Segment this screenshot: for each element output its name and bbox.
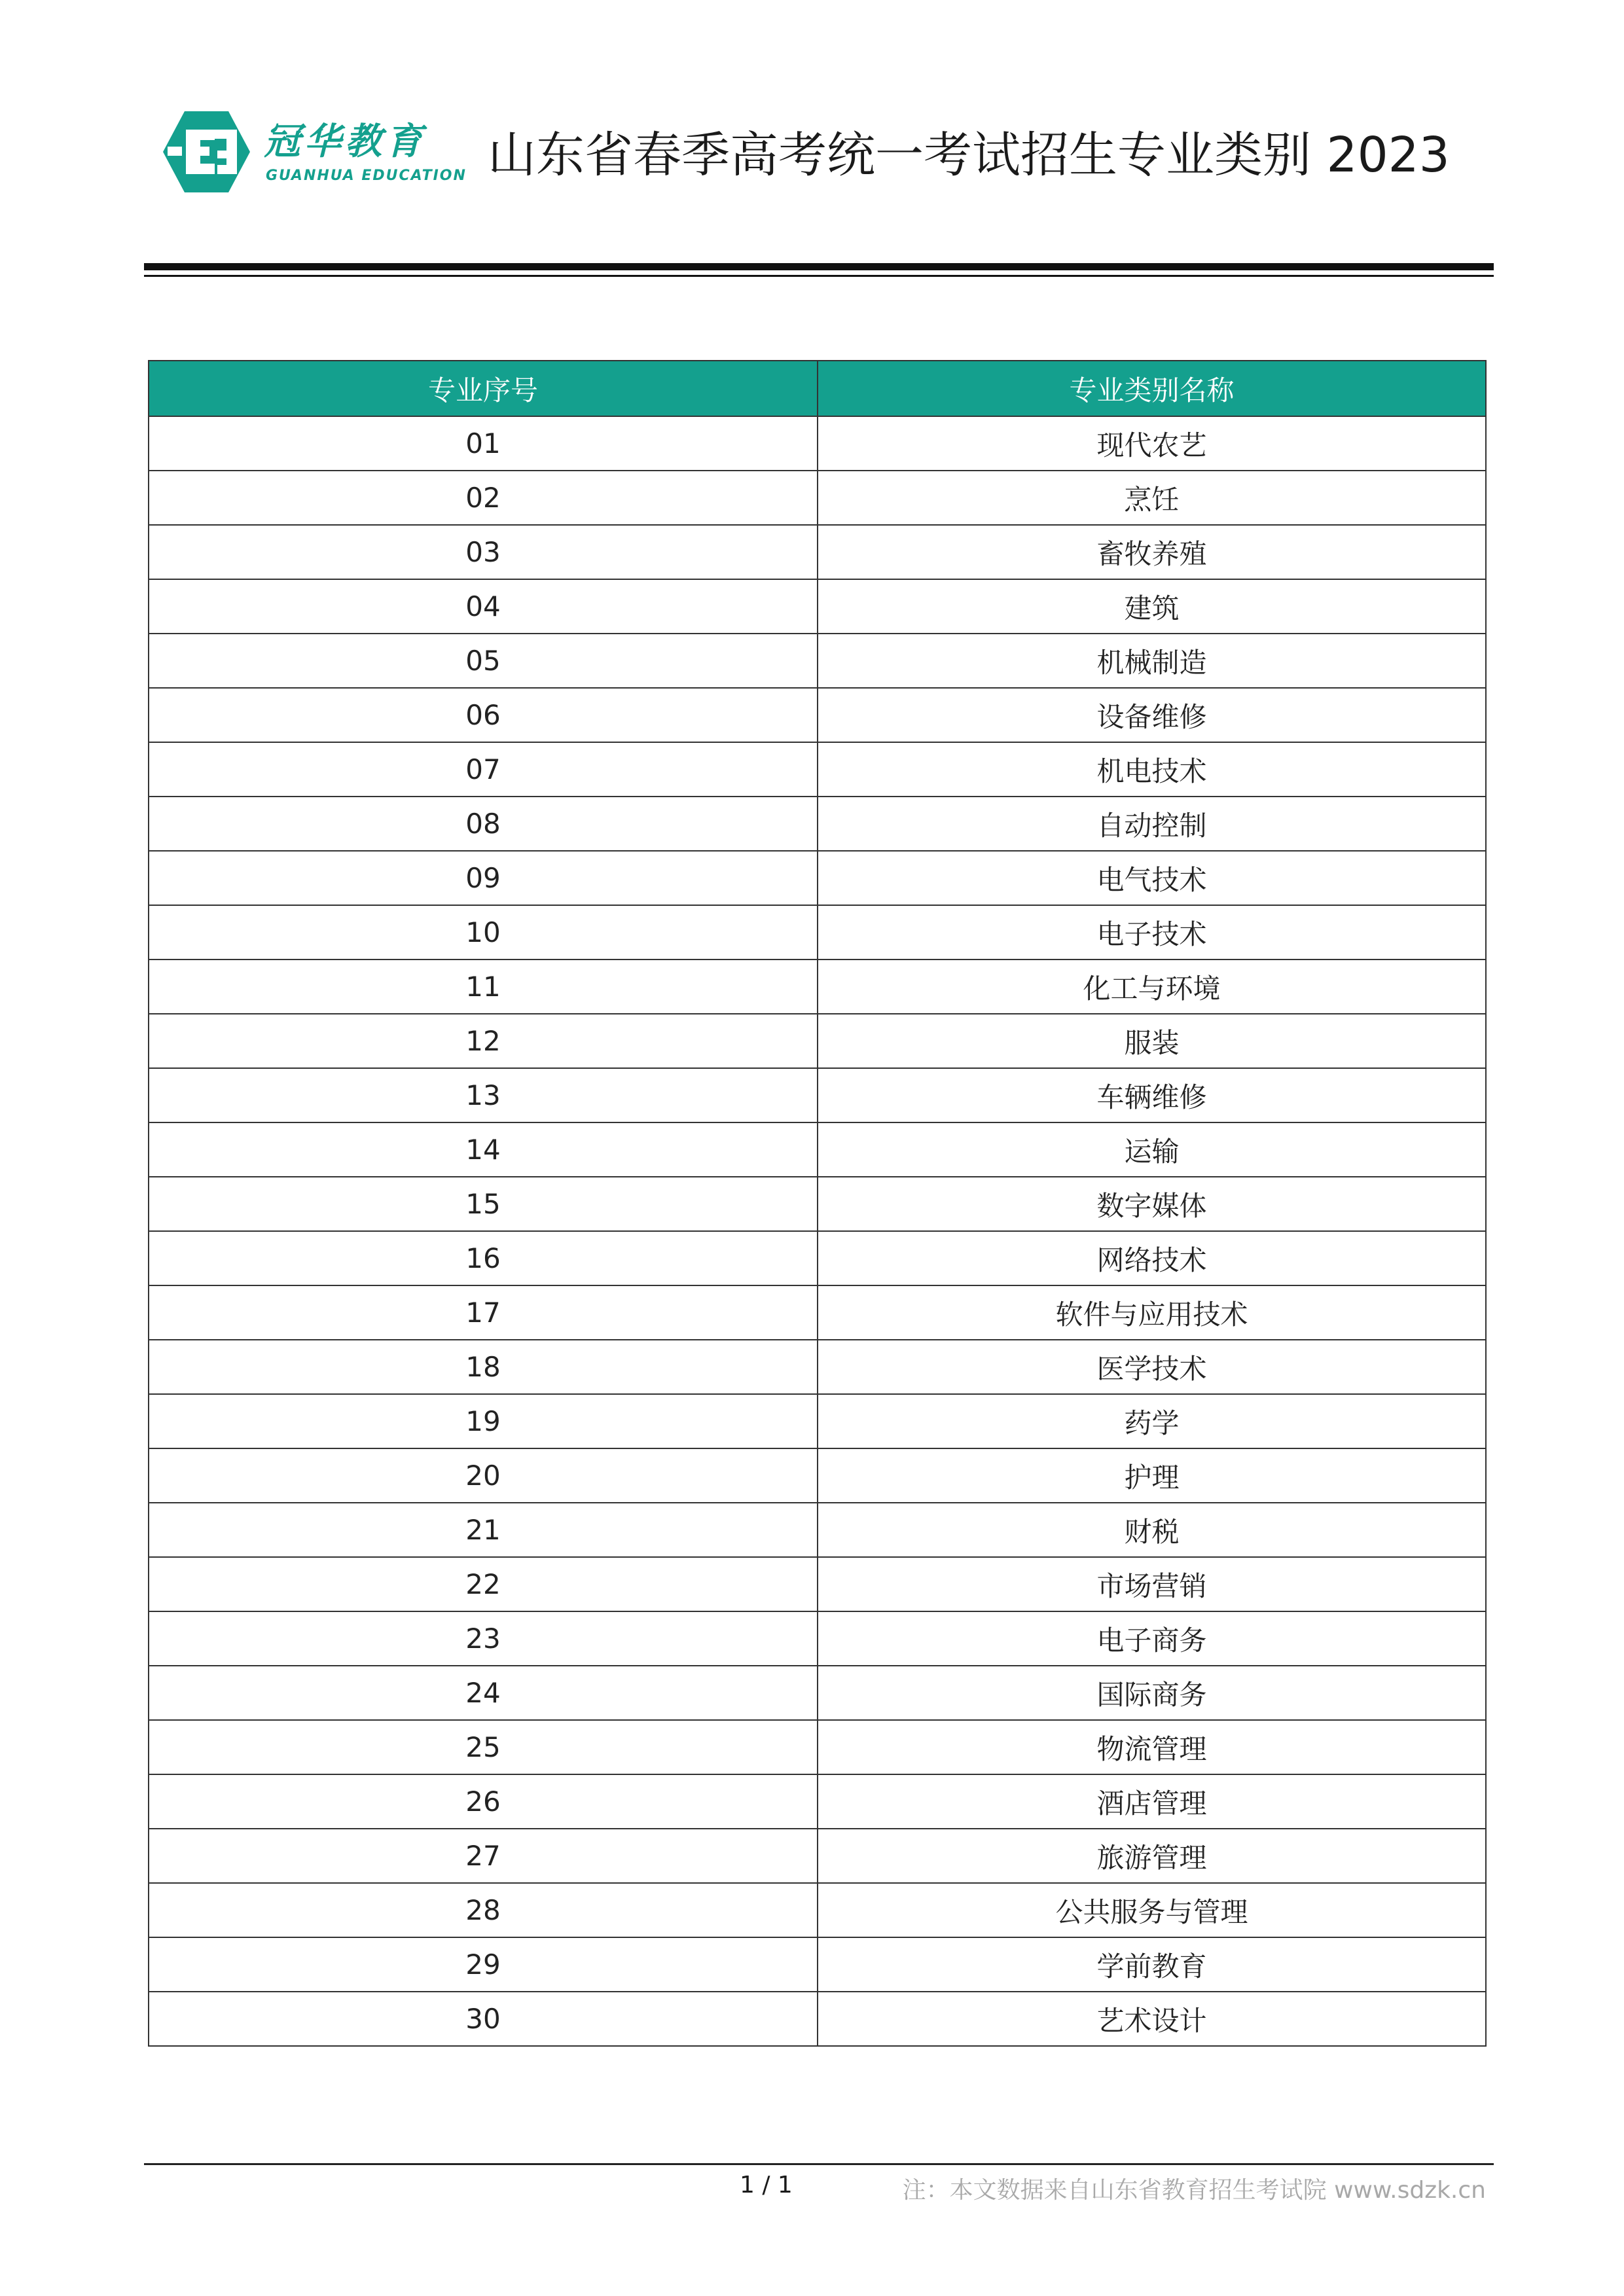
document-title: 山东省春季高考统一考试招生专业类别 2023 xyxy=(488,127,1450,183)
major-name-cell: 酒店管理 xyxy=(818,1774,1486,1829)
table-body xyxy=(149,416,1486,2046)
table-row xyxy=(149,1503,1486,1557)
brand-logo xyxy=(162,110,470,194)
major-name-cell: 护理 xyxy=(818,1448,1486,1503)
major-name-cell: 医学技术 xyxy=(818,1340,1486,1394)
table-row xyxy=(149,851,1486,905)
table-row xyxy=(149,634,1486,688)
table-row xyxy=(149,579,1486,634)
major-code-cell: 23 xyxy=(149,1611,818,1666)
major-name-cell: 药学 xyxy=(818,1394,1486,1448)
major-code-cell: 27 xyxy=(149,1829,818,1883)
major-name-cell: 机械制造 xyxy=(818,634,1486,688)
table-row xyxy=(149,1231,1486,1285)
major-code-cell: 09 xyxy=(149,851,818,905)
major-name-cell: 公共服务与管理 xyxy=(818,1883,1486,1937)
table-row xyxy=(149,471,1486,525)
major-name-cell: 烹饪 xyxy=(818,471,1486,525)
table-row xyxy=(149,416,1486,471)
major-code-cell: 18 xyxy=(149,1340,818,1394)
major-name-cell: 自动控制 xyxy=(818,797,1486,851)
major-name-cell: 艺术设计 xyxy=(818,1992,1486,2046)
major-code-cell: 29 xyxy=(149,1937,818,1992)
column-header-code: 专业序号 xyxy=(149,361,818,416)
major-code-cell: 08 xyxy=(149,797,818,851)
major-name-cell: 化工与环境 xyxy=(818,960,1486,1014)
table-row xyxy=(149,1611,1486,1666)
major-name-cell: 网络技术 xyxy=(818,1231,1486,1285)
table-row xyxy=(149,1937,1486,1992)
major-name-cell: 现代农艺 xyxy=(818,416,1486,471)
major-code-cell: 06 xyxy=(149,688,818,742)
logo-mark-icon xyxy=(162,110,251,194)
major-code-cell: 02 xyxy=(149,471,818,525)
major-code-cell: 19 xyxy=(149,1394,818,1448)
table-row xyxy=(149,1014,1486,1068)
major-name-cell: 数字媒体 xyxy=(818,1177,1486,1231)
major-name-cell: 建筑 xyxy=(818,579,1486,634)
major-name-cell: 财税 xyxy=(818,1503,1486,1557)
logo-chinese-text: 冠华教育 xyxy=(264,120,426,163)
source-note: 注：本文数据来自山东省教育招生考试院 www.sdzk.cn xyxy=(902,2177,1486,2204)
major-code-cell: 03 xyxy=(149,525,818,579)
major-name-cell: 国际商务 xyxy=(818,1666,1486,1720)
major-category-table xyxy=(148,360,1487,2047)
header-divider-thin xyxy=(144,275,1494,277)
table-row xyxy=(149,1774,1486,1829)
page-number: 1 / 1 xyxy=(740,2172,793,2198)
major-code-cell: 07 xyxy=(149,742,818,797)
major-name-cell: 软件与应用技术 xyxy=(818,1285,1486,1340)
table-row xyxy=(149,1666,1486,1720)
column-header-name: 专业类别名称 xyxy=(818,361,1486,416)
header-divider-thick xyxy=(144,263,1494,270)
page-header xyxy=(144,98,1492,203)
major-code-cell: 12 xyxy=(149,1014,818,1068)
major-name-cell: 旅游管理 xyxy=(818,1829,1486,1883)
major-name-cell: 运输 xyxy=(818,1122,1486,1177)
table-row xyxy=(149,1829,1486,1883)
major-name-cell: 服装 xyxy=(818,1014,1486,1068)
table-row xyxy=(149,688,1486,742)
major-code-cell: 15 xyxy=(149,1177,818,1231)
table-row xyxy=(149,1340,1486,1394)
major-name-cell: 机电技术 xyxy=(818,742,1486,797)
table-row xyxy=(149,1883,1486,1937)
table-row xyxy=(149,1394,1486,1448)
major-code-cell: 14 xyxy=(149,1122,818,1177)
major-code-cell: 05 xyxy=(149,634,818,688)
table-row xyxy=(149,525,1486,579)
table-row xyxy=(149,1448,1486,1503)
major-code-cell: 26 xyxy=(149,1774,818,1829)
major-code-cell: 25 xyxy=(149,1720,818,1774)
major-code-cell: 20 xyxy=(149,1448,818,1503)
table-row xyxy=(149,1122,1486,1177)
major-code-cell: 13 xyxy=(149,1068,818,1122)
logo-english-text: GUANHUA EDUCATION xyxy=(266,168,467,184)
major-name-cell: 车辆维修 xyxy=(818,1068,1486,1122)
footer-divider xyxy=(144,2163,1494,2165)
major-name-cell: 学前教育 xyxy=(818,1937,1486,1992)
major-code-cell: 21 xyxy=(149,1503,818,1557)
major-code-cell: 30 xyxy=(149,1992,818,2046)
major-code-cell: 11 xyxy=(149,960,818,1014)
major-code-cell: 10 xyxy=(149,905,818,960)
table-row xyxy=(149,1720,1486,1774)
table-header-row xyxy=(149,361,1486,416)
major-code-cell: 16 xyxy=(149,1231,818,1285)
major-name-cell: 物流管理 xyxy=(818,1720,1486,1774)
table-row xyxy=(149,742,1486,797)
major-name-cell: 电气技术 xyxy=(818,851,1486,905)
table-row xyxy=(149,1177,1486,1231)
table-row xyxy=(149,1285,1486,1340)
major-name-cell: 畜牧养殖 xyxy=(818,525,1486,579)
major-code-cell: 24 xyxy=(149,1666,818,1720)
major-name-cell: 市场营销 xyxy=(818,1557,1486,1611)
table-row xyxy=(149,960,1486,1014)
major-code-cell: 01 xyxy=(149,416,818,471)
major-name-cell: 电子商务 xyxy=(818,1611,1486,1666)
major-code-cell: 28 xyxy=(149,1883,818,1937)
table-row xyxy=(149,797,1486,851)
major-code-cell: 22 xyxy=(149,1557,818,1611)
major-code-cell: 17 xyxy=(149,1285,818,1340)
table-row xyxy=(149,905,1486,960)
table-row xyxy=(149,1992,1486,2046)
major-name-cell: 设备维修 xyxy=(818,688,1486,742)
table-row xyxy=(149,1557,1486,1611)
major-name-cell: 电子技术 xyxy=(818,905,1486,960)
table-row xyxy=(149,1068,1486,1122)
major-code-cell: 04 xyxy=(149,579,818,634)
